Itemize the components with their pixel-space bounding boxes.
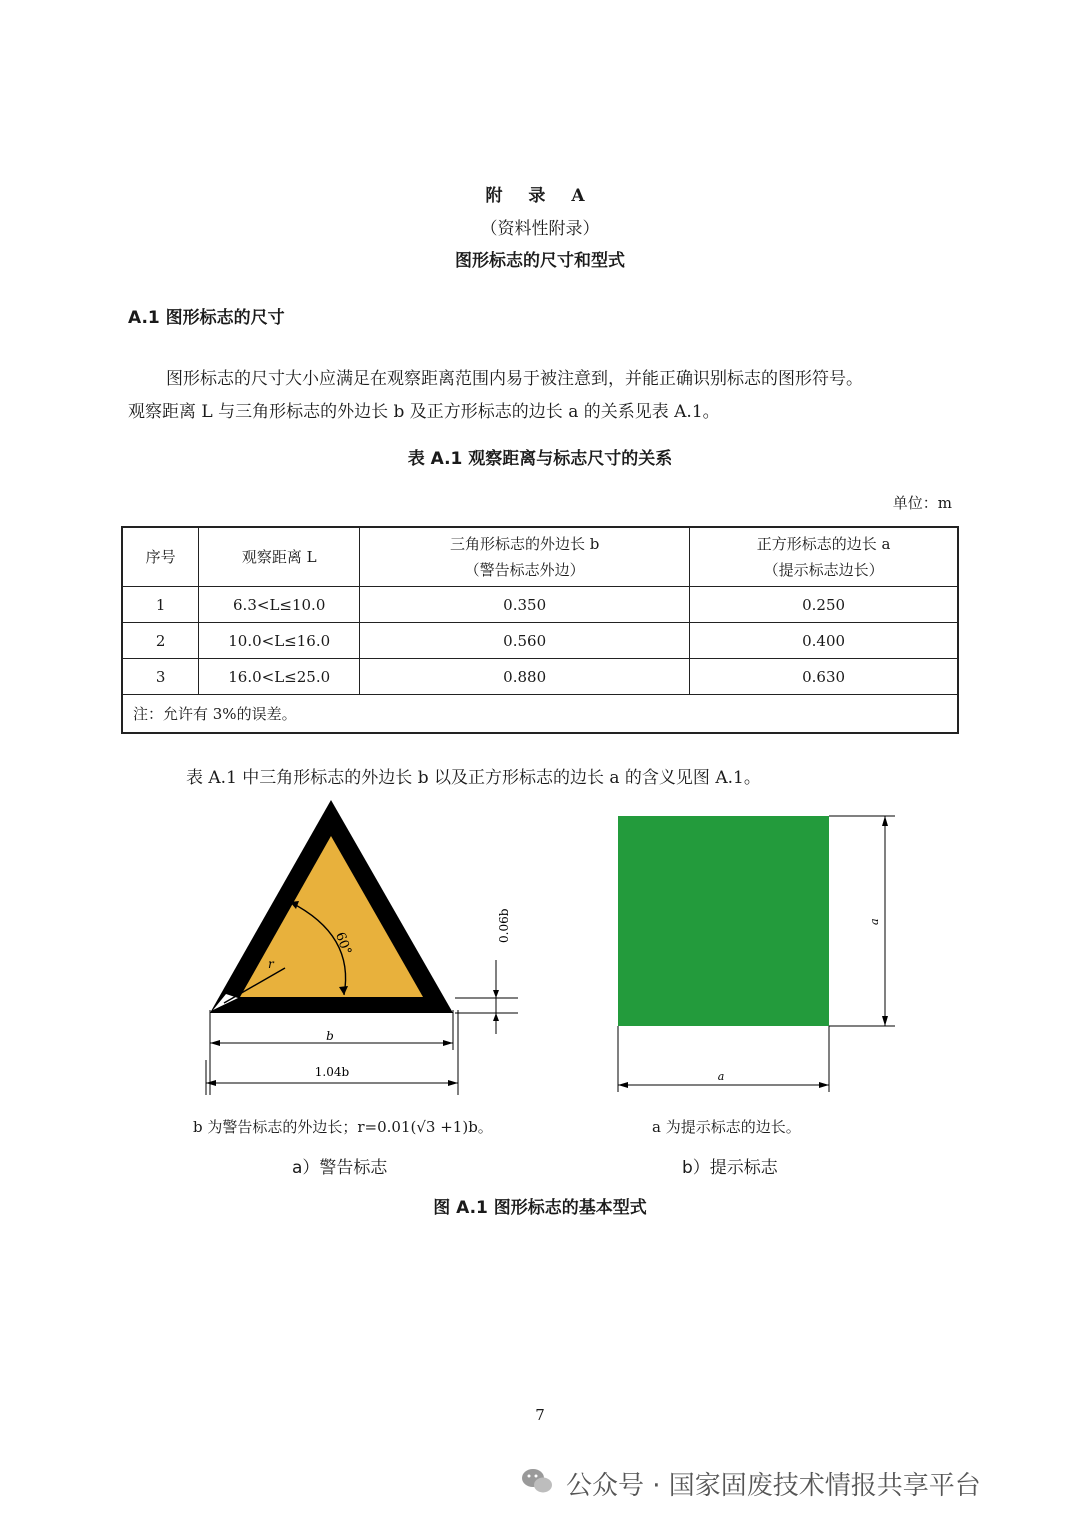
table-caption: 表 A.1 观察距离与标志尺寸的关系 xyxy=(407,449,673,469)
cell-a: 0.250 xyxy=(690,587,958,623)
square-sign xyxy=(618,816,829,1026)
thickness-arrow-bottom xyxy=(493,1013,499,1021)
appendix-title: 图形标志的尺寸和型式 xyxy=(455,251,625,271)
cell-a: 0.400 xyxy=(690,623,958,659)
header-square xyxy=(690,527,958,587)
warning-caption: b 为警告标志的外边长；r=0.01(√3 +1)b。 xyxy=(193,1118,493,1136)
header-square-line2: （提示标志边长） xyxy=(763,561,884,579)
table-unit: 单位：m xyxy=(892,494,952,512)
cell-no: 3 xyxy=(122,659,199,695)
figure-drawing xyxy=(0,790,1080,1110)
table-row xyxy=(122,587,958,623)
section-title: A.1 图形标志的尺寸 xyxy=(128,308,285,328)
table-note: 注：允许有 3%的误差。 xyxy=(122,695,958,734)
overall-arrow-right xyxy=(448,1080,458,1086)
header-no: 序号 xyxy=(122,527,199,587)
figure-caption: 图 A.1 图形标志的基本型式 xyxy=(433,1198,647,1218)
b-arrow-left xyxy=(210,1040,220,1046)
table-row xyxy=(122,659,958,695)
cell-a: 0.630 xyxy=(690,659,958,695)
radius-label: r xyxy=(268,957,274,971)
cell-b: 0.560 xyxy=(360,623,690,659)
cell-no: 2 xyxy=(122,623,199,659)
cell-range: 16.0<L≤25.0 xyxy=(199,659,360,695)
width-arrow-right xyxy=(819,1082,829,1088)
width-arrow-left xyxy=(618,1082,628,1088)
square-height-label: a xyxy=(868,918,881,925)
thickness-label: 0.06b xyxy=(497,908,511,943)
section-paragraph xyxy=(128,363,958,429)
table-header-row xyxy=(122,527,958,587)
cell-b: 0.880 xyxy=(360,659,690,695)
page-number: 7 xyxy=(535,1406,545,1424)
b-arrow-right xyxy=(443,1040,453,1046)
height-arrow-bottom xyxy=(882,1016,888,1026)
size-table xyxy=(121,526,959,734)
header-triangle xyxy=(360,527,690,587)
overall-arrow-left xyxy=(206,1080,216,1086)
subfigure-b-label: b）提示标志 xyxy=(682,1158,778,1178)
table-row xyxy=(122,623,958,659)
header-triangle-line2: （警告标志外边） xyxy=(464,561,585,579)
paragraph-line-2: 观察距离 L 与三角形标志的外边长 b 及正方形标志的边长 a 的关系见表 A.1。 xyxy=(128,402,720,422)
watermark: 公众号 · 国家固废技术情报共享平台 xyxy=(566,1471,981,1501)
overall-label: 1.04b xyxy=(314,1065,350,1079)
thickness-arrow-top xyxy=(493,990,499,998)
b-label: b xyxy=(326,1029,334,1043)
figure-intro: 表 A.1 中三角形标志的外边长 b 以及正方形标志的边长 a 的含义见图 A.1。 xyxy=(186,768,761,788)
header-triangle-line1: 三角形标志的外边长 b xyxy=(449,535,600,553)
wechat-icon xyxy=(520,1466,554,1496)
header-distance: 观察距离 L xyxy=(199,527,360,587)
height-arrow-top xyxy=(882,816,888,826)
appendix-type: （资料性附录） xyxy=(480,219,600,239)
cell-no: 1 xyxy=(122,587,199,623)
appendix-heading: 附 录 A xyxy=(485,186,595,206)
subfigure-a-label: a）警告标志 xyxy=(292,1158,388,1178)
prompt-caption: a 为提示标志的边长。 xyxy=(652,1118,801,1136)
table-note-row xyxy=(122,695,958,734)
cell-range: 10.0<L≤16.0 xyxy=(199,623,360,659)
square-width-label: a xyxy=(717,1070,725,1083)
angle-label: 60° xyxy=(331,930,354,958)
paragraph-line-1: 图形标志的尺寸大小应满足在观察距离范围内易于被注意到，并能正确识别标志的图形符号。 xyxy=(166,369,863,389)
cell-b: 0.350 xyxy=(360,587,690,623)
cell-range: 6.3<L≤10.0 xyxy=(199,587,360,623)
header-square-line1: 正方形标志的边长 a xyxy=(756,535,891,553)
